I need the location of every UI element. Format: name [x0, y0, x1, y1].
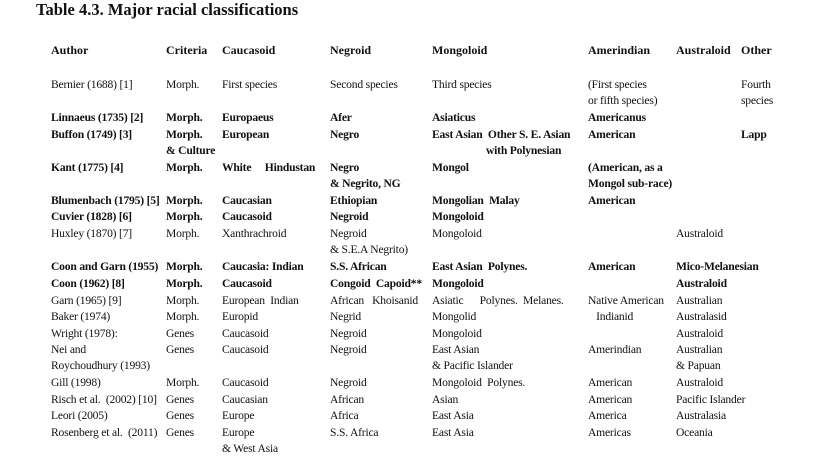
cell-amerindian: Indianid: [588, 310, 634, 323]
cell-negroid: Africa: [330, 409, 359, 422]
cell-criteria: Morph.: [166, 161, 203, 174]
cell-criteria: Morph.: [166, 78, 200, 91]
cell-mongoloid: Mongoloid: [432, 227, 482, 240]
cell-mongoloid: Mongolid: [432, 310, 477, 323]
cell-australoid: Australian & Papuan: [676, 343, 723, 372]
cell-negroid: S.S. Africa: [330, 426, 379, 439]
cell-caucasoid: European: [222, 128, 270, 141]
cell-negroid: Negroid: [330, 376, 367, 389]
cell-amerindian: American: [588, 393, 633, 406]
header-criteria: Criteria: [166, 43, 208, 57]
cell-australoid: Australoid: [676, 277, 727, 290]
cell-caucasoid: Caucasoid: [222, 210, 272, 223]
cell-author: Gill (1998): [51, 376, 101, 389]
cell-author: Rosenberg et al. (2011): [51, 426, 158, 439]
cell-criteria: Genes: [166, 393, 194, 406]
cell-mongoloid: Asiatic Polynes. Melanes.: [432, 294, 564, 307]
cell-caucasoid: Caucasoid: [222, 376, 269, 389]
cell-mongoloid: Asian: [432, 393, 459, 406]
cell-mongoloid: East Asia: [432, 426, 474, 439]
cell-caucasoid: Caucasoid: [222, 277, 272, 290]
cell-other: Lapp: [741, 128, 767, 141]
cell-criteria: Morph. & Culture: [166, 128, 216, 157]
cell-negroid: S.S. African: [330, 260, 387, 273]
cell-author: Baker (1974): [51, 310, 111, 323]
cell-amerindian: Amerindian: [588, 343, 642, 356]
cell-author: Coon and Garn (1955): [51, 260, 159, 273]
cell-mongoloid: Mongoloid: [432, 210, 484, 223]
cell-author: Risch et al. (2002) [10]: [51, 393, 157, 406]
cell-amerindian: Americanus: [588, 111, 646, 124]
cell-criteria: Morph.: [166, 194, 203, 207]
cell-australoid: Mico-Melanesian: [676, 260, 759, 273]
cell-amerindian: Americas: [588, 426, 631, 439]
cell-negroid: Negroid: [330, 343, 367, 356]
cell-author: Bernier (1688) [1]: [51, 78, 133, 91]
cell-caucasoid: Europe: [222, 409, 255, 422]
cell-amerindian: American: [588, 376, 633, 389]
cell-criteria: Morph.: [166, 310, 200, 323]
cell-australoid: Oceania: [676, 426, 713, 439]
cell-author: Linnaeus (1735) [2]: [51, 111, 144, 124]
cell-mongoloid: Asiaticus: [432, 111, 476, 124]
cell-negroid: Negroid & S.E.A Negrito): [330, 227, 408, 256]
cell-caucasoid: Caucasia: Indian: [222, 260, 304, 273]
cell-mongoloid: East Asian Polynes.: [432, 260, 528, 273]
cell-caucasoid: European Indian: [222, 294, 299, 307]
cell-author: Coon (1962) [8]: [51, 277, 125, 290]
cell-mongoloid: Mongoloid: [432, 277, 484, 290]
cell-caucasoid: Caucasoid: [222, 327, 269, 340]
cell-negroid: Negroid: [330, 210, 369, 223]
cell-criteria: Genes: [166, 426, 194, 439]
header-negroid: Negroid: [330, 43, 372, 57]
cell-amerindian: (American, as a Mongol sub-race): [588, 161, 673, 190]
cell-mongoloid: Third species: [432, 78, 492, 91]
cell-negroid: Congoid Capoid**: [330, 277, 422, 290]
header-other: Other: [741, 43, 772, 57]
cell-mongoloid: East Asia: [432, 409, 474, 422]
cell-mongoloid: East Asian Other S. E. Asian with Polynesian: [432, 128, 571, 157]
cell-criteria: Morph.: [166, 111, 203, 124]
cell-author: Kant (1775) [4]: [51, 161, 124, 174]
cell-author: Leori (2005): [51, 409, 108, 422]
cell-mongoloid: Mongolian Malay: [432, 194, 520, 207]
cell-caucasoid: First species: [222, 78, 278, 91]
cell-amerindian: Native American: [588, 294, 664, 307]
cell-caucasoid: Europaeus: [222, 111, 274, 124]
cell-australoid: Australasia: [676, 409, 726, 422]
cell-australoid: Australoid: [676, 327, 723, 340]
cell-mongoloid: Mongoloid Polynes.: [432, 376, 526, 389]
cell-criteria: Morph.: [166, 294, 200, 307]
cell-caucasoid: Europe & West Asia: [222, 426, 278, 455]
cell-author: Garn (1965) [9]: [51, 294, 122, 307]
cell-negroid: Negroid: [330, 327, 367, 340]
cell-negroid: African Khoisanid: [330, 294, 418, 307]
header-mongoloid: Mongoloid: [432, 43, 488, 57]
cell-caucasoid: Caucasian: [222, 393, 268, 406]
cell-caucasoid: Europid: [222, 310, 258, 323]
cell-author: Wright (1978):: [51, 327, 118, 340]
cell-amerindian: America: [588, 409, 627, 422]
cell-australoid: Australoid: [676, 227, 723, 240]
cell-criteria: Genes: [166, 409, 194, 422]
cell-amerindian: American: [588, 128, 636, 141]
cell-australoid: Australian: [676, 294, 723, 307]
cell-mongoloid: Mongol: [432, 161, 469, 174]
cell-negroid: Afer: [330, 111, 352, 124]
cell-negroid: Negro: [330, 128, 360, 141]
cell-mongoloid: Mongoloid: [432, 327, 482, 340]
cell-author: Huxley (1870) [7]: [51, 227, 132, 240]
cell-author: Nei and Roychoudhury (1993): [51, 343, 150, 372]
header-australoid: Australoid: [676, 43, 731, 57]
cell-amerindian: (First species or fifth species): [588, 78, 658, 107]
cell-negroid: Ethiopian: [330, 194, 378, 207]
cell-author: Blumenbach (1795) [5]: [51, 194, 160, 207]
cell-caucasoid: Caucasoid: [222, 343, 269, 356]
cell-amerindian: American: [588, 260, 636, 273]
header-amerindian: Amerindian: [588, 43, 651, 57]
cell-negroid: Negrid: [330, 310, 361, 323]
cell-australoid: Pacific Islander: [676, 393, 746, 406]
cell-amerindian: American: [588, 194, 636, 207]
cell-author: Buffon (1749) [3]: [51, 128, 132, 141]
header-caucasoid: Caucasoid: [222, 43, 276, 57]
cell-criteria: Morph.: [166, 227, 200, 240]
cell-criteria: Morph.: [166, 376, 200, 389]
cell-mongoloid: East Asian & Pacific Islander: [432, 343, 513, 372]
cell-criteria: Morph.: [166, 277, 203, 290]
cell-other: Fourth species: [741, 78, 774, 107]
cell-author: Cuvier (1828) [6]: [51, 210, 132, 223]
cell-australoid: Australasid: [676, 310, 727, 323]
cell-negroid: African: [330, 393, 365, 406]
cell-negroid: Negro & Negrito, NG: [330, 161, 401, 190]
cell-australoid: Australoid: [676, 376, 723, 389]
table-title: Table 4.3. Major racial classifications: [36, 0, 299, 19]
cell-criteria: Morph.: [166, 210, 203, 223]
cell-caucasoid: Caucasian: [222, 194, 272, 207]
cell-caucasoid: Xanthrachroid: [222, 227, 287, 240]
cell-caucasoid: White Hindustan: [222, 161, 316, 174]
header-author: Author: [51, 43, 89, 57]
cell-criteria: Morph.: [166, 260, 203, 273]
cell-criteria: Genes: [166, 327, 194, 340]
cell-negroid: Second species: [330, 78, 398, 91]
cell-criteria: Genes: [166, 343, 194, 356]
